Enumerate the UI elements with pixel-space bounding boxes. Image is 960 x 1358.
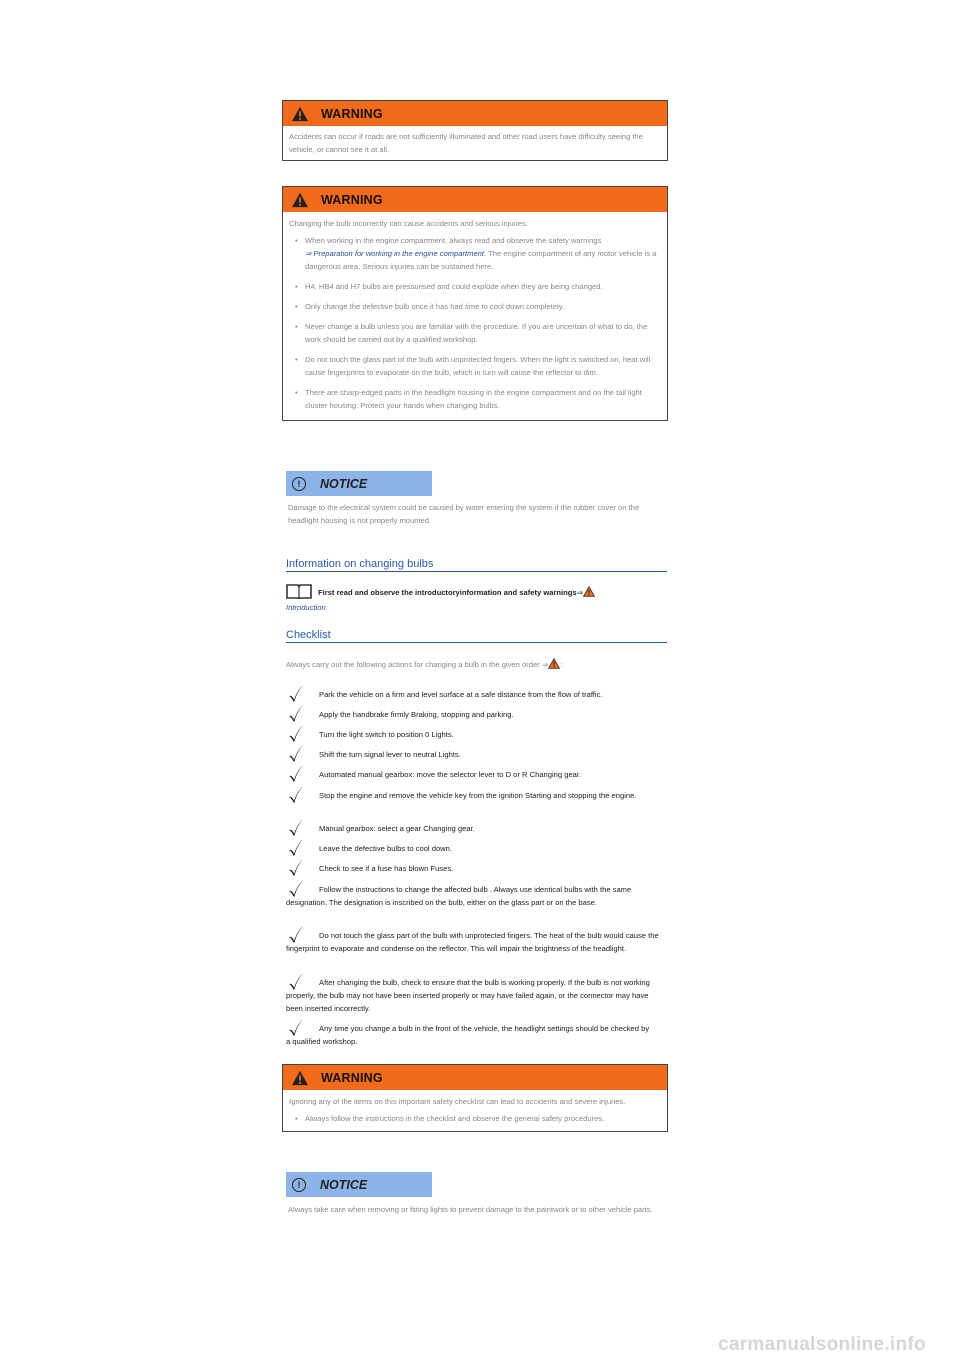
checklist-item-text: Turn the light switch to position 0 Lights. bbox=[319, 730, 454, 739]
checklist-item-text: Check to see if a fuse has blown Fuses. bbox=[319, 864, 454, 873]
checklist-intro-colon: : bbox=[560, 660, 563, 669]
exclamation-circle-icon: ! bbox=[292, 1178, 306, 1192]
checklist-item-text: Automated manual gearbox: move the selector lever to D or R Changing gear. bbox=[319, 770, 582, 779]
arrow-icon: ⇒ bbox=[576, 588, 584, 597]
checklist-item-text: Park the vehicle on a firm and level surface at a safe distance from the flow of traffic. bbox=[319, 690, 603, 699]
notice-text: Damage to the electrical system could be caused by water entering the system if the rubber cover on the headlight housing is not properly mounted. bbox=[288, 503, 640, 525]
checklist-item bbox=[286, 842, 667, 855]
warning-triangle-icon bbox=[291, 192, 309, 208]
warning-triangle-icon bbox=[548, 658, 563, 669]
warning-list bbox=[289, 234, 661, 412]
warning-list-item: • Never change a bulb unless you are familiar with the procedure. If you are uncertain of what to do, the work should be carried out by a qualified workshop. bbox=[289, 320, 661, 346]
checklist-item-text: Leave the defective bulbs to cool down. bbox=[319, 844, 452, 853]
warning-header bbox=[283, 1065, 667, 1090]
warning-list-item: • Do not touch the glass part of the bulb with unprotected fingers. When the light is switched on, heat will cause fingerprints to evaporate on the bulb, which in turn will cause the reflector to dim. bbox=[289, 353, 661, 379]
checklist-item-text: Do not touch the glass part of the bulb with unprotected fingers. The heat of the bulb would cause the fingerprint to evaporate and condense on the reflector. This will impair the brightness of the headlight. bbox=[286, 931, 659, 953]
engine-compartment-link[interactable]: ⇒ Preparation for working in the engine compartment bbox=[305, 249, 485, 258]
checklist-item bbox=[286, 708, 667, 721]
warning-item-text: When working in the engine compartment, always read and observe the safety warnings bbox=[305, 236, 602, 245]
checklist-item-text: After changing the bulb, check to ensure that the bulb is working properly. If the bulb is not working properly, the bulb may not have been inserted properly or may have failed again, or the connector may have been inserted incorrectly. bbox=[286, 978, 650, 1013]
exclamation-circle-icon: ! bbox=[292, 477, 306, 491]
introduction-link[interactable]: Introduction bbox=[286, 603, 326, 612]
warning-label: WARNING bbox=[321, 192, 383, 207]
warning-intro: Ignoring any of the items on this important safety checklist can lead to accidents and severe injuries. bbox=[289, 1097, 626, 1106]
warning-triangle-icon bbox=[583, 586, 595, 597]
checklist-item bbox=[286, 883, 667, 909]
warning-list-item bbox=[289, 234, 661, 273]
checklist-item bbox=[286, 822, 667, 835]
section-heading-checklist: Checklist bbox=[286, 629, 667, 643]
checklist-item bbox=[286, 929, 667, 955]
checkmark-icon bbox=[288, 785, 304, 803]
arrow-icon: ⇒ bbox=[541, 660, 549, 669]
checklist-item bbox=[286, 1022, 667, 1048]
section-heading-changing-bulbs: Information on changing bulbs bbox=[286, 558, 667, 572]
checkmark-icon bbox=[288, 858, 304, 876]
notice-header-2 bbox=[286, 1172, 432, 1197]
checklist-item bbox=[286, 728, 667, 741]
warning-list-item: • Always follow the instructions in the checklist and observe the general safety procedures. bbox=[289, 1112, 661, 1125]
watermark: carmanualsonline.info bbox=[718, 1334, 926, 1355]
checkmark-icon bbox=[288, 879, 304, 897]
warning-item-text: . The engine compartment of any motor vehicle is a dangerous area. Serious injuries can be sustained here. bbox=[305, 249, 657, 271]
checkmark-icon bbox=[288, 684, 304, 702]
checkmark-icon bbox=[288, 724, 304, 742]
checkmark-icon bbox=[288, 925, 304, 943]
checklist-item-text: Follow the instructions to change the affected bulb . Always use identical bulbs with the same designation. The designation is inscribed on the bulb, either on the glass part or on the base. bbox=[286, 885, 632, 907]
warning-text: Accidents can occur if roads are not sufficiently illuminated and other road users have difficulty seeing the vehicle, or cannot see it at all. bbox=[289, 132, 643, 154]
warning-box-3 bbox=[282, 1064, 668, 1132]
checkmark-icon bbox=[288, 764, 304, 782]
warning-list-item: • There are sharp-edged parts in the headlight housing in the engine compartment and on the tail light cluster housing. Protect your hands when changing bulbs. bbox=[289, 386, 661, 412]
checkmark-icon bbox=[288, 838, 304, 856]
notice-label: NOTICE bbox=[320, 1177, 368, 1192]
warning-triangle-icon bbox=[291, 1070, 309, 1086]
checklist-item-text: Stop the engine and remove the vehicle key from the ignition Starting and stopping the engine. bbox=[319, 791, 637, 800]
notice-header-1 bbox=[286, 471, 432, 496]
checklist-item-text: Any time you change a bulb in the front of the vehicle, the headlight settings should be checked by a qualified workshop. bbox=[286, 1024, 650, 1046]
checkmark-icon bbox=[288, 744, 304, 762]
checklist-intro-text: Always carry out the following actions for changing a bulb in the given order bbox=[286, 660, 540, 669]
warning-header bbox=[283, 101, 667, 126]
warning-list bbox=[289, 1112, 661, 1125]
checklist-item bbox=[286, 748, 667, 761]
warning-list-item: • Only change the defective bulb once it has had time to cool down completely. bbox=[289, 300, 661, 313]
warning-box-1 bbox=[282, 100, 668, 161]
intro-text bbox=[318, 586, 595, 597]
checklist-item-text: Apply the handbrake firmly Braking, stopping and parking. bbox=[319, 710, 514, 719]
warning-intro: Changing the bulb incorrectly can cause accidents and serious injuries. bbox=[289, 219, 528, 228]
checklist-item bbox=[286, 862, 667, 875]
checklist-item bbox=[286, 768, 667, 781]
checkmark-icon bbox=[288, 972, 304, 990]
checklist-item-text: Shift the turn signal lever to neutral Lights. bbox=[319, 750, 461, 759]
intro-statement: First read and observe the introductoryinformation and safety warnings bbox=[318, 588, 577, 597]
warning-label: WARNING bbox=[321, 106, 383, 121]
book-icon bbox=[286, 583, 312, 599]
checklist-intro bbox=[286, 658, 562, 669]
checklist-item-text: Manual gearbox: select a gear Changing gear. bbox=[319, 824, 475, 833]
checklist-item bbox=[286, 789, 667, 802]
warning-list-item: • H4, HB4 and H7 bulbs are pressurised and could explode when they are being changed. bbox=[289, 280, 661, 293]
checkmark-icon bbox=[288, 818, 304, 836]
warning-label: WARNING bbox=[321, 1070, 383, 1085]
notice-label: NOTICE bbox=[320, 476, 368, 491]
checklist-item bbox=[286, 976, 667, 1015]
warning-header bbox=[283, 187, 667, 212]
warning-triangle-icon bbox=[291, 106, 309, 122]
checkmark-icon bbox=[288, 704, 304, 722]
checklist-item bbox=[286, 688, 667, 701]
warning-box-2 bbox=[282, 186, 668, 421]
checkmark-icon bbox=[288, 1018, 304, 1036]
notice-text: Always take care when removing or fitting lights to prevent damage to the paintwork or to other vehicle parts. bbox=[288, 1205, 653, 1214]
